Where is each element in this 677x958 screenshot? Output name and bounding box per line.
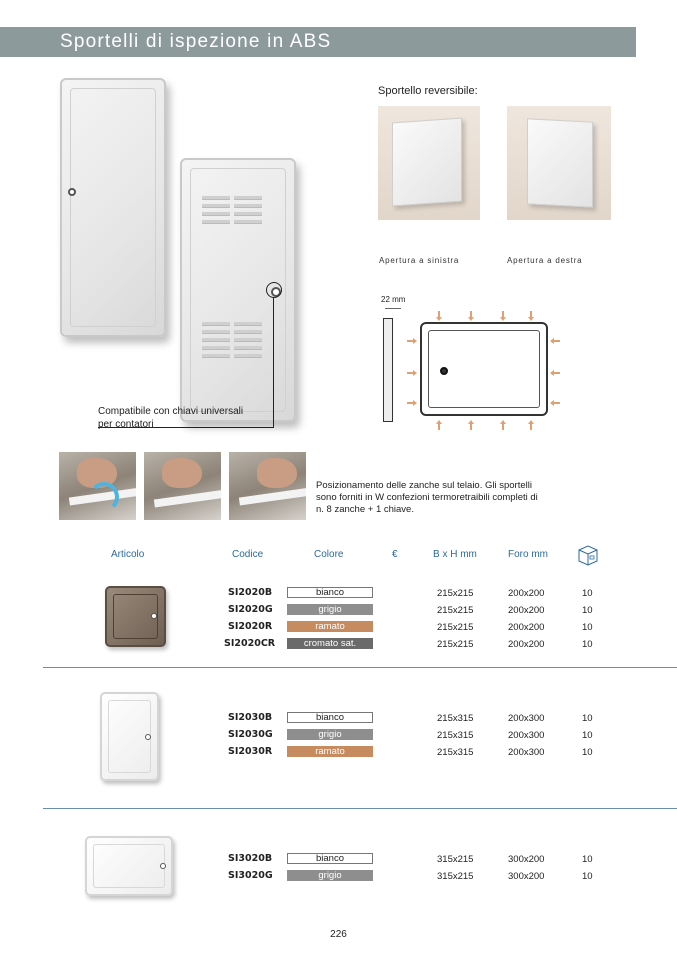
- code-SI2020CR: SI2020CR: [224, 638, 276, 649]
- dimension-label: 22 mm: [381, 295, 406, 304]
- label-left-opening: Apertura a sinistra: [379, 256, 460, 265]
- swatch-ramato: ramato: [287, 746, 373, 757]
- lock-icon: [68, 188, 76, 196]
- code-SI2030G: SI2030G: [228, 729, 273, 740]
- th-articolo: Articolo: [111, 549, 145, 560]
- code-SI2020B: SI2020B: [228, 587, 273, 598]
- photo-left-opening: [378, 106, 480, 220]
- mounting-photo-3: [229, 452, 306, 520]
- title-bar: [0, 27, 636, 57]
- reversible-heading: Sportello reversibile:: [378, 85, 478, 97]
- th-euro: €: [392, 549, 398, 560]
- th-bxh: B x H mm: [433, 549, 477, 560]
- code-SI2030R: SI2030R: [228, 746, 273, 757]
- product-image-2030: [100, 692, 159, 781]
- product-image-2020: [105, 586, 166, 647]
- hero-caption: Compatibile con chiavi universali per contatori: [98, 406, 244, 430]
- side-profile: [383, 318, 393, 422]
- code-SI3020G: SI3020G: [228, 870, 273, 881]
- code-SI2020R: SI2020R: [228, 621, 273, 632]
- code-SI2020G: SI2020G: [228, 604, 273, 615]
- swatch-grigio: grigio: [287, 604, 373, 615]
- lock-icon: [151, 613, 157, 619]
- lock-icon: [160, 863, 166, 869]
- caption-leader-vertical: [273, 298, 274, 428]
- page-number: 226: [330, 929, 347, 940]
- product-image-3020: [85, 836, 173, 896]
- lock-icon: [145, 734, 151, 740]
- hero-door-plain: [60, 78, 166, 337]
- box-icon: [576, 544, 600, 566]
- swatch-grigio: grigio: [287, 729, 373, 740]
- swatch-cromato: cromato sat.: [287, 638, 373, 649]
- swatch-bianco: bianco: [287, 712, 373, 723]
- dim-line: [385, 308, 401, 309]
- page-title: Sportelli di ispezione in ABS: [60, 31, 332, 52]
- lock-icon: [440, 367, 448, 375]
- swatch-ramato: ramato: [287, 621, 373, 632]
- frame-diagram: [420, 322, 548, 416]
- separator: [43, 808, 677, 809]
- swatch-grigio: grigio: [287, 870, 373, 881]
- th-colore: Colore: [314, 549, 344, 560]
- swatch-bianco: bianco: [287, 587, 373, 598]
- mounting-photo-2: [144, 452, 221, 520]
- mounting-text: Posizionamento delle zanche sul telaio. Gli sportelli sono forniti in W confezioni termoretraibili completi di n. 8 zanche + 1 chiave.: [316, 480, 538, 515]
- code-SI3020B: SI3020B: [228, 853, 273, 864]
- mounting-photo-1: [59, 452, 136, 520]
- separator: [43, 667, 677, 668]
- th-codice: Codice: [232, 549, 264, 560]
- photo-right-opening: [507, 106, 611, 220]
- code-SI2030B: SI2030B: [228, 712, 273, 723]
- key-highlight-circle: [266, 282, 282, 298]
- th-foro: Foro mm: [508, 549, 548, 560]
- swatch-bianco: bianco: [287, 853, 373, 864]
- label-right-opening: Apertura a destra: [507, 256, 583, 265]
